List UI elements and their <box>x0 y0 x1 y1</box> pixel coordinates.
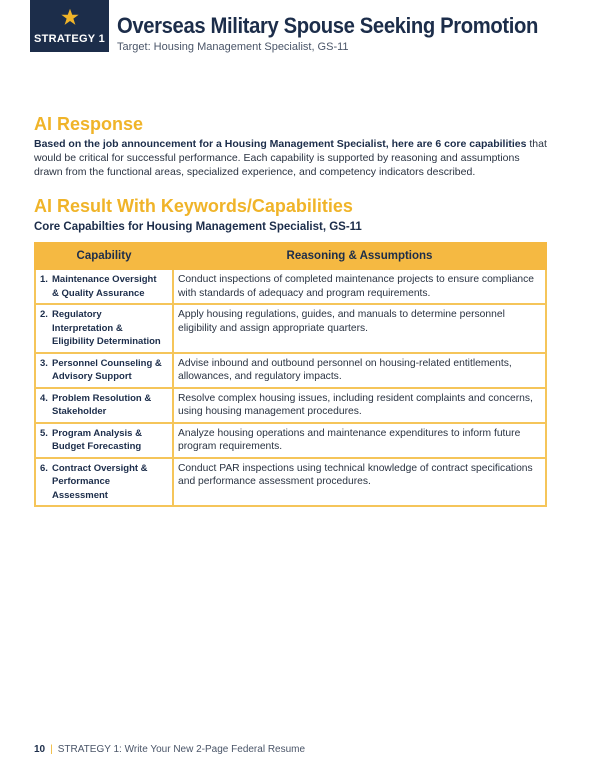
ai-response-paragraph <box>34 137 550 179</box>
capability-name: Contract Oversight & Performance Assessment <box>52 462 148 501</box>
badge-label: STRATEGY 1 <box>33 33 106 45</box>
table-row <box>35 388 546 423</box>
reasoning-cell: Apply housing regulations, guides, and manuals to determine personnel eligibility and assign appropriate quarters. <box>173 304 546 353</box>
table-row <box>35 423 546 458</box>
star-icon <box>61 8 79 26</box>
capability-number: 1. <box>40 274 48 285</box>
capability-cell <box>35 353 173 388</box>
reasoning-cell: Conduct inspections of completed maintenance projects to ensure compliance with standards of adequacy and program requirements. <box>173 269 546 304</box>
ai-response-rest-text: that would be critical for successful performance. Each capability is supported by reasoning and assumptions drawn from the functional areas, specialized experience, and competency indicators described. <box>34 138 547 178</box>
reasoning-cell: Conduct PAR inspections using technical knowledge of contract specifications and performance assessment procedures. <box>173 458 546 507</box>
footer-text: STRATEGY 1: Write Your New 2-Page Federal Resume <box>57 744 306 755</box>
capability-number: 2. <box>40 309 48 320</box>
capability-number: 4. <box>40 392 48 404</box>
page-title: Overseas Military Spouse Seeking Promotion <box>117 13 538 38</box>
capability-number: 3. <box>40 357 48 369</box>
capability-cell <box>35 269 173 304</box>
column-header-capability: Capability <box>35 243 173 269</box>
page-subtitle: Target: Housing Management Specialist, GS-11 <box>117 41 349 53</box>
column-header-reasoning: Reasoning & Assumptions <box>173 243 546 269</box>
ai-result-heading: AI Result With Keywords/Capabilities <box>34 196 353 216</box>
ai-response-bold-text: Based on the job announcement for a Housing Management Specialist, here are 6 core capabilities <box>34 138 527 150</box>
capability-name: Program Analysis & Budget Forecasting <box>52 427 142 452</box>
table-row <box>35 269 546 304</box>
page-number: 10 <box>34 744 46 755</box>
capability-name: Problem Resolution & Stakeholder <box>52 392 152 417</box>
capability-name: Maintenance Oversight & Quality Assurance <box>52 274 157 299</box>
footer-separator: | <box>50 744 53 755</box>
reasoning-cell: Resolve complex housing issues, including resident complaints and concerns, using housing management procedures. <box>173 388 546 423</box>
table-row <box>35 304 546 353</box>
table-title: Core Capabilties for Housing Management Specialist, GS-11 <box>34 221 362 233</box>
capability-cell <box>35 388 173 423</box>
page-footer <box>34 744 305 755</box>
capability-number: 5. <box>40 427 48 439</box>
reasoning-cell: Advise inbound and outbound personnel on housing-related entitlements, allowances, and regulatory impacts. <box>173 353 546 388</box>
capability-cell <box>35 458 173 507</box>
capability-cell <box>35 304 173 353</box>
table-row <box>35 458 546 507</box>
capability-name: Personnel Counseling & Advisory Support <box>52 357 162 382</box>
capability-name: Regulatory Interpretation & Eligibility Determination <box>52 309 161 347</box>
table-row <box>35 353 546 388</box>
table-header-row <box>35 243 546 269</box>
table-body <box>35 269 546 506</box>
reasoning-cell: Analyze housing operations and maintenance expenditures to inform future program requirements. <box>173 423 546 458</box>
strategy-badge <box>30 0 109 52</box>
capability-number: 6. <box>40 462 48 474</box>
capabilities-table <box>34 242 547 507</box>
capability-cell <box>35 423 173 458</box>
ai-response-heading: AI Response <box>34 114 144 134</box>
